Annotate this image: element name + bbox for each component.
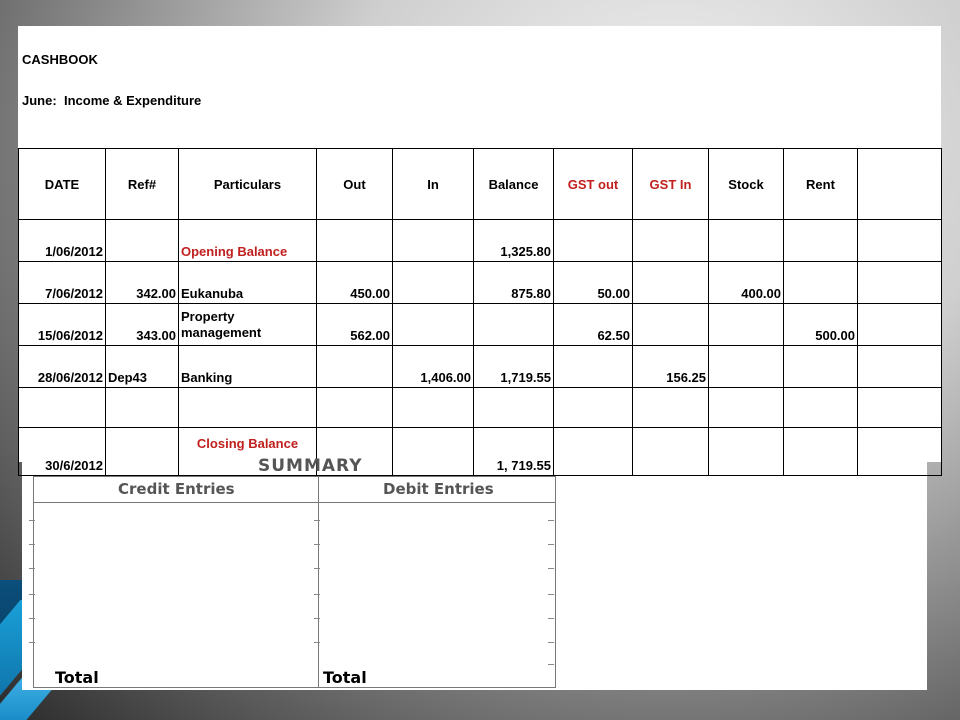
cell-date: 30/6/2012 xyxy=(19,428,106,476)
cell-in xyxy=(393,388,474,428)
col-out: Out xyxy=(317,149,393,220)
col-in: In xyxy=(393,149,474,220)
cell-gst-out xyxy=(554,220,633,262)
cell-extra xyxy=(858,388,942,428)
margin-tick xyxy=(29,594,35,595)
col-ref: Ref# xyxy=(106,149,179,220)
debit-entries-heading: Debit Entries xyxy=(383,480,494,498)
cell-gst-in xyxy=(633,388,709,428)
table-row xyxy=(19,346,942,388)
cell-extra xyxy=(858,220,942,262)
margin-tick xyxy=(29,642,35,643)
cell-gst-in xyxy=(633,304,709,346)
cell-out: 450.00 xyxy=(317,262,393,304)
margin-tick xyxy=(314,594,320,595)
margin-tick xyxy=(314,618,320,619)
credit-total-label: Total xyxy=(55,668,99,687)
summary-title: SUMMARY xyxy=(258,456,363,476)
table-row xyxy=(19,262,942,304)
cell-balance xyxy=(474,304,554,346)
cell-extra xyxy=(858,262,942,304)
cell-gst-in: 156.25 xyxy=(633,346,709,388)
cell-balance: 1, 719.55 xyxy=(474,428,554,476)
cell-rent xyxy=(784,346,858,388)
cell-out xyxy=(317,220,393,262)
cell-date: 28/06/2012 xyxy=(19,346,106,388)
col-particulars: Particulars xyxy=(179,149,317,220)
margin-tick xyxy=(314,520,320,521)
cell-out: 562.00 xyxy=(317,304,393,346)
cell-balance: 1,325.80 xyxy=(474,220,554,262)
cell-stock xyxy=(709,304,784,346)
cell-gst-in xyxy=(633,220,709,262)
cell-balance: 1,719.55 xyxy=(474,346,554,388)
month-label: June: xyxy=(22,93,57,108)
cell-stock xyxy=(709,428,784,476)
margin-tick xyxy=(548,664,554,665)
cell-stock xyxy=(709,220,784,262)
table-row xyxy=(19,220,942,262)
cell-date: 7/06/2012 xyxy=(19,262,106,304)
margin-tick xyxy=(29,520,35,521)
cell-particulars: Eukanuba xyxy=(179,262,317,304)
cell-ref: 342.00 xyxy=(106,262,179,304)
cell-date: 1/06/2012 xyxy=(19,220,106,262)
cell-rent: 500.00 xyxy=(784,304,858,346)
col-date: DATE xyxy=(19,149,106,220)
cell-out xyxy=(317,388,393,428)
table-row xyxy=(19,388,942,428)
cell-gst-out xyxy=(554,346,633,388)
margin-tick xyxy=(314,568,320,569)
cell-extra xyxy=(858,304,942,346)
cell-date xyxy=(19,388,106,428)
cell-gst-in xyxy=(633,428,709,476)
cashbook-title: CASHBOOK xyxy=(22,52,98,67)
margin-tick xyxy=(548,594,554,595)
cell-in xyxy=(393,304,474,346)
cell-extra xyxy=(858,428,942,476)
col-extra xyxy=(858,149,942,220)
margin-tick xyxy=(548,520,554,521)
credit-entries-heading: Credit Entries xyxy=(118,480,235,498)
cell-date: 15/06/2012 xyxy=(19,304,106,346)
summary-header-line xyxy=(33,502,556,503)
margin-tick xyxy=(29,544,35,545)
margin-tick xyxy=(548,618,554,619)
cell-in xyxy=(393,220,474,262)
col-rent: Rent xyxy=(784,149,858,220)
cell-ref xyxy=(106,220,179,262)
summary-frame xyxy=(33,476,556,688)
debit-total-label: Total xyxy=(323,668,367,687)
cashbook-subtitle xyxy=(22,93,201,108)
table-header-row xyxy=(19,149,942,220)
cell-rent xyxy=(784,428,858,476)
margin-tick xyxy=(548,568,554,569)
cell-ref: 343.00 xyxy=(106,304,179,346)
cell-gst-out: 50.00 xyxy=(554,262,633,304)
cell-rent xyxy=(784,388,858,428)
cell-gst-out xyxy=(554,428,633,476)
cell-balance: 875.80 xyxy=(474,262,554,304)
cell-gst-in xyxy=(633,262,709,304)
cell-gst-out: 62.50 xyxy=(554,304,633,346)
table-row xyxy=(19,304,942,346)
cashbook-table xyxy=(18,148,942,476)
cell-particulars: Opening Balance xyxy=(179,220,317,262)
cell-out xyxy=(317,346,393,388)
cell-extra xyxy=(858,346,942,388)
cell-stock xyxy=(709,346,784,388)
cell-particulars xyxy=(179,388,317,428)
cell-particulars: Property management xyxy=(179,304,317,346)
margin-tick xyxy=(29,568,35,569)
cell-rent xyxy=(784,262,858,304)
cell-particulars: Closing Balance xyxy=(179,428,317,476)
cell-in xyxy=(393,262,474,304)
summary-sheet xyxy=(33,456,556,688)
margin-tick xyxy=(29,618,35,619)
col-balance: Balance xyxy=(474,149,554,220)
margin-tick xyxy=(548,544,554,545)
margin-tick xyxy=(314,544,320,545)
cell-ref xyxy=(106,388,179,428)
cell-balance xyxy=(474,388,554,428)
col-gst-out: GST out xyxy=(554,149,633,220)
cell-stock: 400.00 xyxy=(709,262,784,304)
cell-particulars: Banking xyxy=(179,346,317,388)
col-stock: Stock xyxy=(709,149,784,220)
summary-divider xyxy=(318,476,319,688)
cell-stock xyxy=(709,388,784,428)
cell-gst-out xyxy=(554,388,633,428)
margin-tick xyxy=(548,642,554,643)
cell-ref: Dep43 xyxy=(106,346,179,388)
cell-rent xyxy=(784,220,858,262)
margin-tick xyxy=(314,642,320,643)
col-gst-in: GST In xyxy=(633,149,709,220)
cell-in: 1,406.00 xyxy=(393,346,474,388)
subtitle-text: Income & Expenditure xyxy=(64,93,202,108)
